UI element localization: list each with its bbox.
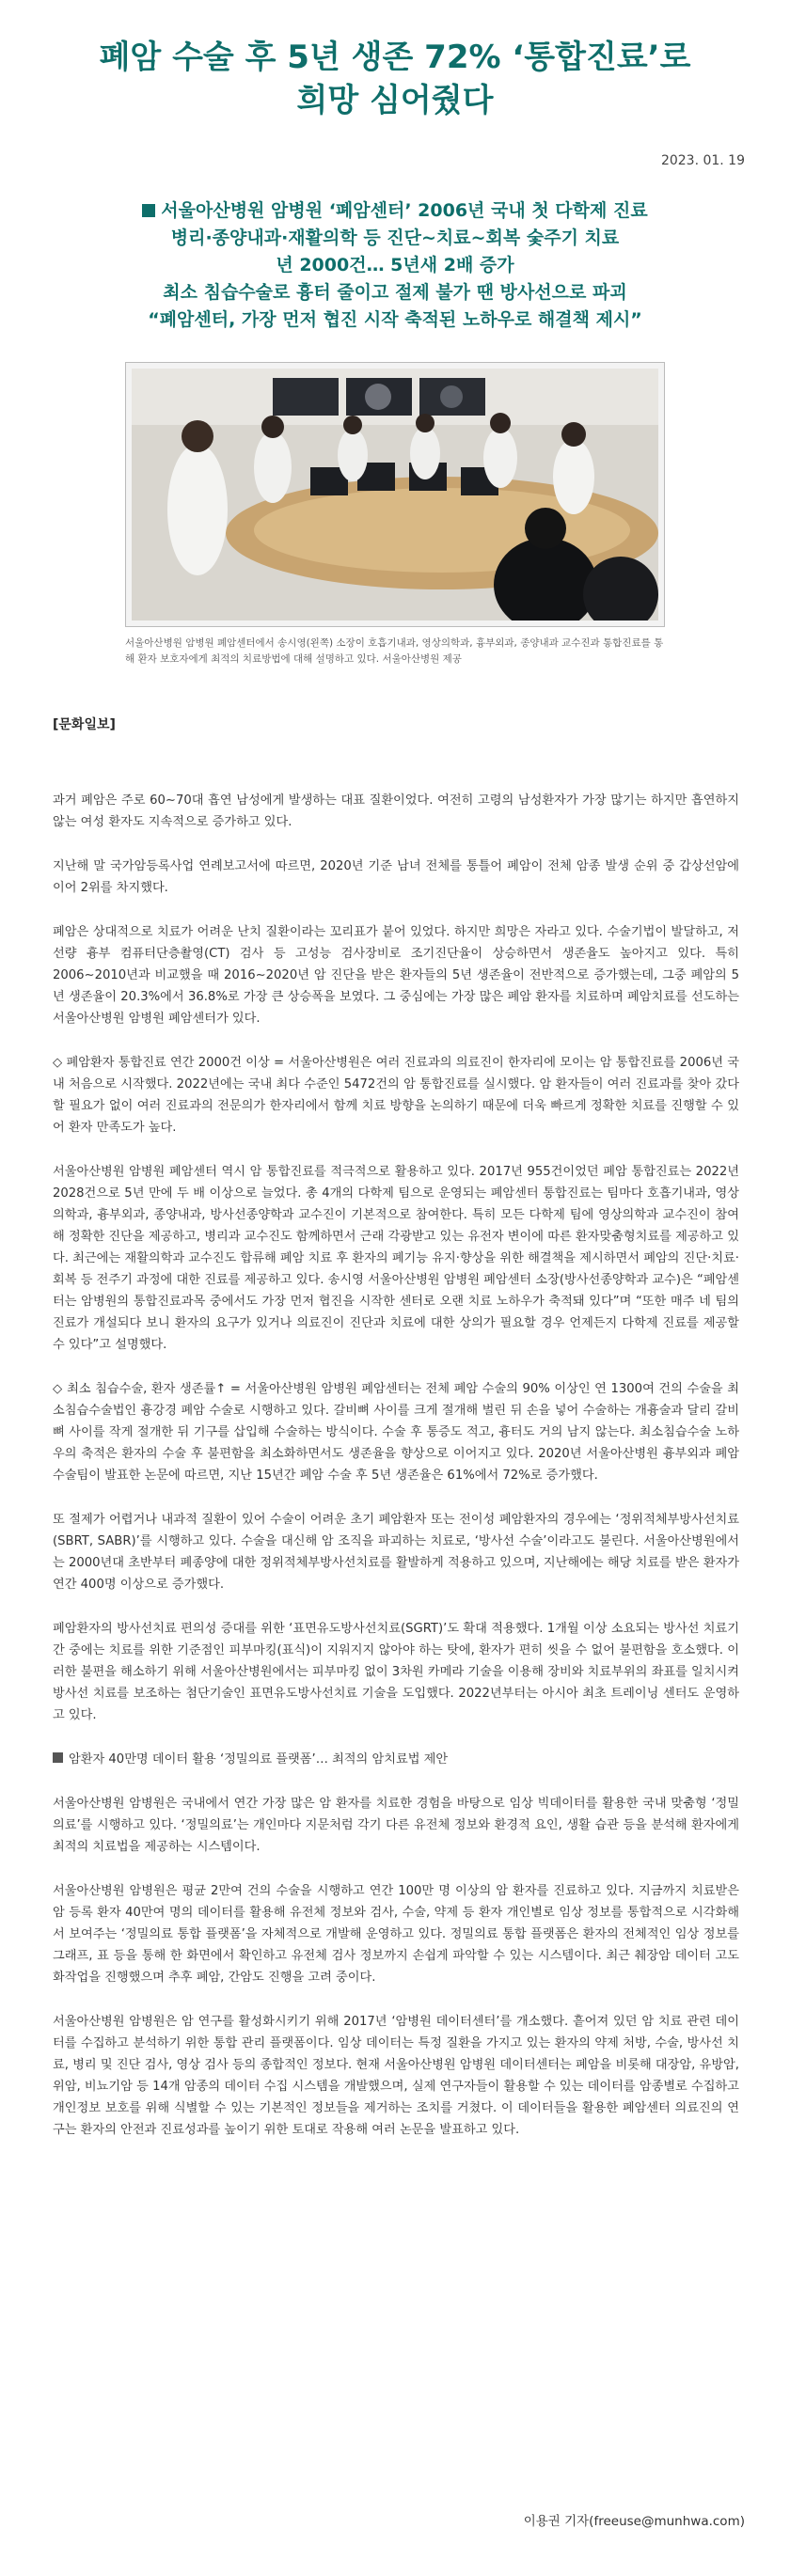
- paragraph: 서울아산병원 암병원 폐암센터 역시 암 통합진료를 적극적으로 활용하고 있다. 2017년 955건이었던 폐암 통합진료는 2022년 2028건으로 5년 만에 두 배 이상으로 늘었다. 총 4개의 다학제 팀으로 운영되는 폐암센터 통합진료는 팀마다 호흡기내과, 영상의학과, 흉부외과, 종양내과, 방사선종양학과 교수진이 기본적으로 참여한다. 특히 모든 다학제 팀에 영상의학과 교수진이 참여해 정확한 진단을 제공하고, 병리과 교수진도 함께하면서 근래 각광받고 있는 유전자 변이에 따른 환자맞춤형치료를 제공하고 있다. 최근에는 재활의학과 교수진도 합류해 폐암 치료 후 환자의 폐기능 유지·향상을 위한 해결책을 제시하면서 폐암의 진단·치료·회복 등 전주기 과정에 대한 진료를 제공하고 있다. 송시영 서울아산병원 암병원 폐암센터 소장(방사선종양학과 교수)은 “폐암센터는 암병원의 통합진료과목 중에서도 가장 먼저 협진을 시작한 센터로 오랜 치료 노하우가 축적돼 있다”며 “또한 매주 네 팀의 진료가 개설되다 보니 환자의 요구가 있거나 의료진이 진단과 치료에 대한 상의가 필요할 경우 언제든지 다학제 진료를 제공할 수 있다”고 설명했다.: [53, 1165, 739, 1352]
- meeting-room-photo: [132, 369, 658, 620]
- paragraph: ◇ 폐암환자 통합진료 연간 2000건 이상 = 서울아산병원은 여러 진료과의 의료진이 한자리에 모이는 암 통합진료를 2006년 국내 처음으로 시작했다. 2022년에는 국내 최다 수준인 5472건의 암 통합진료를 실시했다. 암 환자들이 여러 진료과를 찾아 갔다 할 필요가 없이 여러 진료과의 전문의가 한자리에서 함께 치료 방향을 논의하기 때문에 더욱 빠르게 정확한 치료를 진행할 수 있어 환자 만족도가 높다.: [53, 1056, 739, 1135]
- headline-line-2: 희망 심어줬다: [296, 82, 494, 119]
- square-bullet-icon: [53, 1752, 63, 1763]
- byline: 이용권 기자(freeuse@munhwa.com): [523, 2514, 745, 2529]
- paragraph: 과거 폐암은 주로 60∼70대 흡연 남성에게 발생하는 대표 질환이었다. 여전히 고령의 남성환자가 가장 많기는 하지만 흡연하지 않는 여성 환자도 지속적으로 증가하고 있다.: [53, 793, 739, 829]
- paragraph: 지난해 말 국가암등록사업 연례보고서에 따르면, 2020년 기준 남녀 전체를 통틀어 폐암이 전체 암종 발생 순위 중 갑상선암에 이어 2위를 차지했다.: [53, 859, 739, 895]
- subhead-line: 최소 침습수술로 흉터 줄이고 절제 불가 땐 방사선으로 파괴: [163, 282, 627, 303]
- paragraph: 폐암은 상대적으로 치료가 어려운 난치 질환이라는 꼬리표가 붙어 있었다. 하지만 희망은 자라고 있다. 수술기법이 발달하고, 저선량 흉부 컴퓨터단층촬영(CT) 검사 등 고성능 검사장비로 조기진단율이 상승하면서 생존율도 높아지고 있다. 특히 2006∼2010년과 비교했을 때 2016∼2020년 암 진단을 받은 환자들의 5년 생존율이 전반적으로 증가했는데, 그중 폐암의 5년 생존율이 20.3%에서 36.8%로 가장 큰 상승폭을 보였다. 그 중심에는 가장 많은 폐암 환자를 치료하며 폐암치료를 선도하는 서울아산병원 암병원 폐암센터가 있다.: [53, 925, 739, 1026]
- paragraph: 또 절제가 어렵거나 내과적 질환이 있어 수술이 어려운 초기 폐암환자 또는 전이성 폐암환자의 경우에는 ‘정위적체부방사선치료(SBRT, SABR)’를 시행하고 있다. 수술을 대신해 암 조직을 파괴하는 치료로, ‘방사선 수술’이라고도 불린다. 서울아산병원에서는 2000년대 초반부터 폐종양에 대한 정위적체부방사선치료를 활발하게 적용하고 있으며, 지난해에는 해당 치료를 받은 환자가 연간 400명 이상으로 증가했다.: [53, 1513, 739, 1592]
- article-photo: [125, 362, 665, 627]
- square-bullet-icon: [142, 204, 155, 217]
- paragraph: 서울아산병원 암병원은 국내에서 연간 가장 많은 암 환자를 치료한 경험을 바탕으로 임상 빅데이터를 활용한 국내 맞춤형 ‘정밀의료’를 시행하고 있다. ‘정밀의료’는 개인마다 지문처럼 각기 다른 유전체 정보와 환경적 요인, 생활 습관 등을 분석해 환자에게 최적의 치료법을 제공하는 시스템이다.: [53, 1797, 739, 1854]
- article-headline: [0, 36, 790, 122]
- paragraph: 폐암환자의 방사선치료 편의성 증대를 위한 ‘표면유도방사선치료(SGRT)’도 확대 적용했다. 1개월 이상 소요되는 방사선 치료기간 중에는 치료를 위한 기준점인 피부마킹(표식)이 지워지지 않아야 하는 탓에, 환자가 편히 씻을 수 없어 불편함을 호소했다. 이러한 불편을 해소하기 위해 서울아산병원에서는 피부마킹 없이 3차원 카메라 기술을 이용해 장비와 치료부위의 좌표를 일치시켜 방사선 치료를 보조하는 첨단기술인 표면유도방사선치료 기술을 도입했다. 2022년부터는 아시아 최초 트레이닝 센터도 운영하고 있다.: [53, 1622, 739, 1722]
- photo-caption: 서울아산병원 암병원 폐암센터에서 송시영(왼쪽) 소장이 호흡기내과, 영상의학과, 흉부외과, 종양내과 교수진과 통합진료를 통해 환자 보호자에게 최적의 치료방법에 대해 설명하고 있다. 서울아산병원 제공: [125, 637, 664, 665]
- section-heading: 암환자 40만명 데이터 활용 ‘정밀의료 플랫폼’… 최적의 암치료법 제안: [53, 1749, 739, 1770]
- subhead-line: “폐암센터, 가장 먼저 협진 시작 축적된 노하우로 해결책 제시”: [148, 309, 642, 330]
- headline-line-1: 폐암 수술 후 5년 생존 72% ‘통합진료’로: [99, 39, 691, 76]
- subhead-line: 년 2000건… 5년새 2배 증가: [276, 255, 514, 275]
- paragraph: 서울아산병원 암병원은 암 연구를 활성화시키기 위해 2017년 ‘암병원 데이터센터’를 개소했다. 흩어져 있던 암 치료 관련 데이터를 수집하고 분석하기 위한 통합 관리 플랫폼이다. 임상 데이터는 특정 질환을 가지고 있는 환자의 약제 처방, 수술, 방사선 치료, 병리 및 진단 검사, 영상 검사 등의 종합적인 정보다. 현재 서울아산병원 암병원 데이터센터는 폐암을 비롯해 대장암, 유방암, 위암, 비뇨기암 등 14개 암종의 데이터 수집 시스템을 개발했으며, 실제 연구자들이 활용할 수 있는 데이터를 암종별로 수집하고 개인정보 보호를 위해 식별할 수 있는 기본적인 정보들을 제거하는 조치를 거쳤다. 이 데이터들을 활용한 폐암센터 의료진의 연구는 환자의 안전과 진료성과를 높이기 위한 토대로 작용해 여러 논문을 발표하고 있다.: [53, 2015, 739, 2137]
- paragraph: 서울아산병원 암병원은 평균 2만여 건의 수술을 시행하고 연간 100만 명 이상의 암 환자를 진료하고 있다. 지금까지 치료받은 암 등록 환자 40만여 명의 데이터를 활용해 유전체 정보와 검사, 수술, 약제 등 환자 개인별로 임상 정보를 통합적으로 시각화해서 보여주는 ‘정밀의료 통합 플랫폼’을 자체적으로 개발해 운영하고 있다. 정밀의료 통합 플랫폼은 환자의 전체적인 임상 정보를 그래프, 표 등을 통해 한 화면에서 확인하고 유전체 검사 정보까지 손쉽게 파악할 수 있는 시스템이다. 최근 췌장암 데이터 고도화작업을 진행했으며 추후 폐암, 간암도 진행을 고려 중이다.: [53, 1884, 739, 1985]
- publish-date: 2023. 01. 19: [660, 153, 745, 168]
- article-body: [53, 790, 739, 2163]
- source-label: [문화일보]: [53, 717, 116, 732]
- article-subheads: [0, 197, 790, 334]
- paragraph: ◇ 최소 침습수술, 환자 생존률↑ = 서울아산병원 암병원 폐암센터는 전체 폐암 수술의 90% 이상인 연 1300여 건의 수술을 최소침습수술법인 흉강경 폐암 수술로 시행하고 있다. 갈비뼈 사이를 크게 절개해 벌린 뒤 손을 넣어 수술하는 개흉술과 달리 갈비뼈 사이를 작게 절개한 뒤 기구를 삽입해 수술하는 방식이다. 수술 후 통증도 적고, 흉터도 거의 남지 않는다. 최소침습수술 노하우의 축적은 환자의 수술 후 불편함을 최소화하면서도 생존율을 향상으로 이어지고 있다. 2020년 서울아산병원 흉부외과 폐암수술팀이 발표한 논문에 따르면, 지난 15년간 폐암 수술 후 5년 생존율은 61%에서 72%로 증가했다.: [53, 1382, 739, 1483]
- subhead-line: 서울아산병원 암병원 ‘폐암센터’ 2006년 국내 첫 다학제 진료: [0, 197, 790, 225]
- subhead-line: 병리·종양내과·재활의학 등 진단~치료~회복 숯주기 치료: [170, 228, 620, 248]
